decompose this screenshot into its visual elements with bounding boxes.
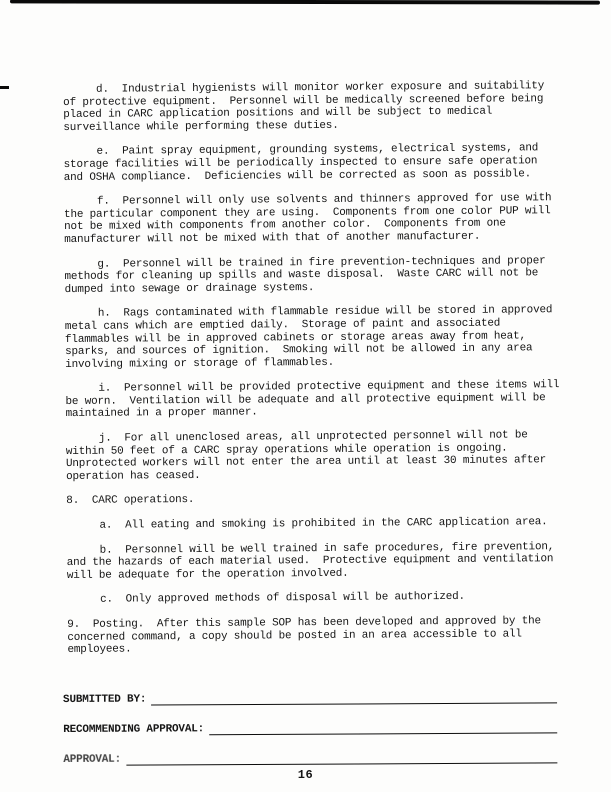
paragraph-d: d. Industrial hygienists will monitor worker exposure and suitability of protective equipment. Personnel will be medically screened before being placed in CARC application positions and will be subject to medical surveillance while performing these duties.	[63, 80, 551, 134]
signature-label-approval: APPROVAL:	[63, 753, 122, 766]
paragraph-i: i. Personnel will be provided protective equipment and these items will be worn. Ventilation will be adequate and all protective equipment will be maintained in a proper manner.	[65, 379, 566, 421]
paragraph-e: e. Paint spray equipment, grounding systems, electrical systems, and storage facilities will be periodically inspected to ensure safe operation and OSHA compliance. Deficiencies will be corrected as soon as possible.	[63, 142, 545, 184]
paragraph-8: 8. CARC operations.	[66, 494, 195, 508]
paragraph-9: 9. Posting. After this sample SOP has been developed and approved by the concerned command, a copy should be posted in an area accessible to all employees.	[67, 615, 548, 657]
scan-edge-artifact	[10, 0, 600, 5]
paragraph-f: f. Personnel will only use solvents and thinners approved for use with the particular component they are using. Components from one color PUP will not be mixed with components from another color. Components from one manufacturer will not be mixed with that of another manufacturer.	[63, 192, 558, 246]
paragraph-j: j. For all unenclosed areas, all unprotected personnel will not be within 50 feet of a CARC spray operations while operation is ongoing. Unprotected workers will not enter the area until at least 30 minutes after operation has ceased.	[65, 429, 553, 483]
signature-label-recommending-approval: RECOMMENDING APPROVAL:	[63, 723, 205, 736]
signature-row-recommending-approval	[63, 719, 557, 736]
paragraph-8c: c. Only approved methods of disposal will be authorized.	[100, 591, 465, 607]
signature-line	[209, 721, 557, 735]
document-body	[63, 80, 566, 669]
signature-row-approval	[63, 749, 557, 766]
signature-line	[151, 691, 557, 705]
paragraph-h: h. Rags contaminated with flammable residue will be stored in approved metal cans which are emptied daily. Storage of paint and associated flammables will be in approved cabinets or storage areas away from heat, sparks, and sources of ignition. Smoking will not be allowed in any area involving mixing or storage of flammables.	[64, 304, 559, 371]
paragraph-g: g. Personnel will be trained in fire prevention-techniques and proper methods for cleaning up spills and waste disposal. Waste CARC will not be dumped into sewage or drainage systems.	[64, 254, 552, 296]
scan-mark-artifact	[0, 86, 9, 89]
signature-row-submitted-by	[63, 689, 557, 706]
paragraph-8b: b. Personnel will be well trained in safe procedures, fire prevention, and the hazards of each material used. Protective equipment and ventilation will be adequate for the operation involved.	[66, 540, 561, 582]
page-number: 16	[297, 768, 314, 782]
paragraph-8a: a. All eating and smoking is prohibited in the CARC application area.	[99, 516, 548, 532]
signature-label-submitted-by: SUBMITTED BY:	[63, 693, 147, 706]
signature-line	[126, 751, 557, 765]
